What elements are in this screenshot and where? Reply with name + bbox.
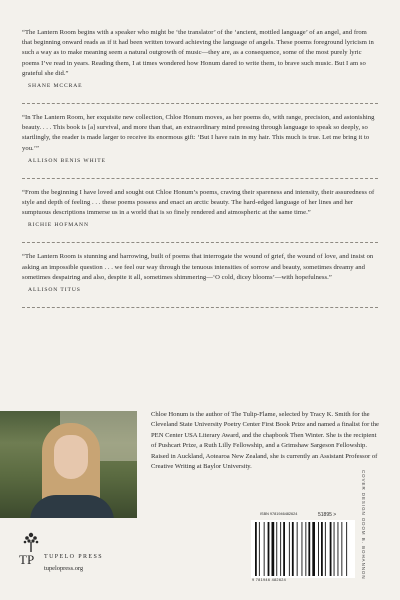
barcode-bar [292, 522, 294, 576]
blurb-hofmann [22, 188, 378, 235]
divider [22, 242, 378, 243]
barcode-bar [272, 522, 275, 576]
divider [22, 178, 378, 179]
barcode-bar [318, 522, 319, 576]
blurb-white [22, 113, 378, 170]
barcode-bar [334, 522, 335, 576]
price-code: 51895 > [318, 512, 337, 518]
blurb-quote: “The Lantern Room begins with a speaker who might be ‘the translator’ of the ‘ancient, mottled language’ of an angel, and from that beginning onward reads as if it had been written toward achieving the language of angels. These poems foreground lyricism in such a way as to make meaning seem a natural outgrowth of music—they are, as a consequence, some of the most purely lyric poems I’ve read in years. Reading them, I at times wondered how Honum dared to write them, to brave such music. But I am so grateful she did.” [22, 29, 374, 77]
barcode-bar [276, 522, 277, 576]
barcode-bar [321, 522, 323, 576]
divider [22, 307, 378, 308]
barcode-bar [259, 522, 260, 576]
tupelo-tree-logo-icon [16, 530, 46, 570]
barcode-bar [325, 522, 326, 576]
blurb-author: RICHIE HOFMANN [28, 222, 89, 229]
blurb-mccrae [22, 28, 378, 95]
barcode-bar [308, 522, 310, 576]
barcode-bar [280, 522, 281, 576]
blurb-quote: “From the beginning I have loved and sought out Chloe Honum’s poems, craving their spareness and intensity, their assuredness of style and depth of feeling . . . these poems possess and enact an arctic beauty. The hard-edged language of her lines and her sumptuous descriptions immerse us in a world that is so finely rendered and atmospheric at the same time.” [22, 188, 375, 217]
barcode-bar [330, 522, 332, 576]
barcode-bar [305, 522, 306, 576]
barcode-bar [312, 522, 315, 576]
praise-blurbs [22, 28, 378, 317]
barcode-bar [268, 522, 270, 576]
barcode-bar [341, 522, 342, 576]
author-bio: Chloe Honum is the author of The Tulip-Flame, selected by Tracy K. Smith for the Cleveland State University Poetry Center First Book Prize and named a finalist for the PEN Center USA Literary Award, and the chapbook Then Winter. She is the recipient of Pushcart Prize, a Ruth Lilly Fellowship, and a Grimshaw Sargeson Fellowship. Raised in Auckland, Aotearoa New Zealand, she is currently an Assistant Professor of Creative Writing at Baylor University. [151, 411, 379, 471]
svg-text:TP: TP [19, 552, 35, 567]
barcode-bar [255, 522, 257, 576]
blurb-author: SHANE MCCRAE [28, 83, 83, 90]
author-photo [0, 411, 137, 518]
barcode-bar [346, 522, 347, 576]
cover-design-credit: COVER DESIGN ODOM B. BOHANNON [361, 470, 366, 580]
divider [22, 103, 378, 104]
isbn-barcode [251, 520, 355, 578]
blurb-quote: “In The Lantern Room, her exquisite new collection, Chloe Honum moves, as her poems do, with range, precision, and astonishing beauty. . . . This book is [a] survival, and more than that, an extraordinary mind pressing through language to speak so deeply, so startlingly, the reader is made larger to receive its enormous gift: ‘But I have rain in my hair. This much is true. Let me bring it to you.’” [22, 114, 375, 152]
barcode-bar [283, 522, 285, 576]
barcode-bar [264, 522, 265, 576]
isbn-line: ISBN 9781946482624 [260, 512, 298, 516]
blurb-titus [22, 252, 378, 299]
publisher-name: TUPELO PRESS [44, 554, 103, 560]
blurb-quote: “The Lantern Room is stunning and harrowing, built of poems that interrogate the wound of grief, the wound of love, and insist on asking an impossible question . . . we feel our way through the tenuous intensities of sorrow and beauty, sometimes dreamy and sometimes despairing and also, despite it all, sometimes shimmering—‘O cold, dicey blooms’—with hopefulness.” [22, 253, 374, 281]
publisher-url: tupelopress.org [44, 565, 84, 572]
barcode-bar [297, 522, 298, 576]
blurb-author: ALLISON BENIS WHITE [28, 157, 106, 164]
barcode-bar [289, 522, 290, 576]
blurb-author: ALLISON TITUS [28, 287, 81, 294]
barcode-bar [302, 522, 303, 576]
barcode-bar [338, 522, 339, 576]
barcode-number: 9 781946 482624 [252, 578, 287, 582]
